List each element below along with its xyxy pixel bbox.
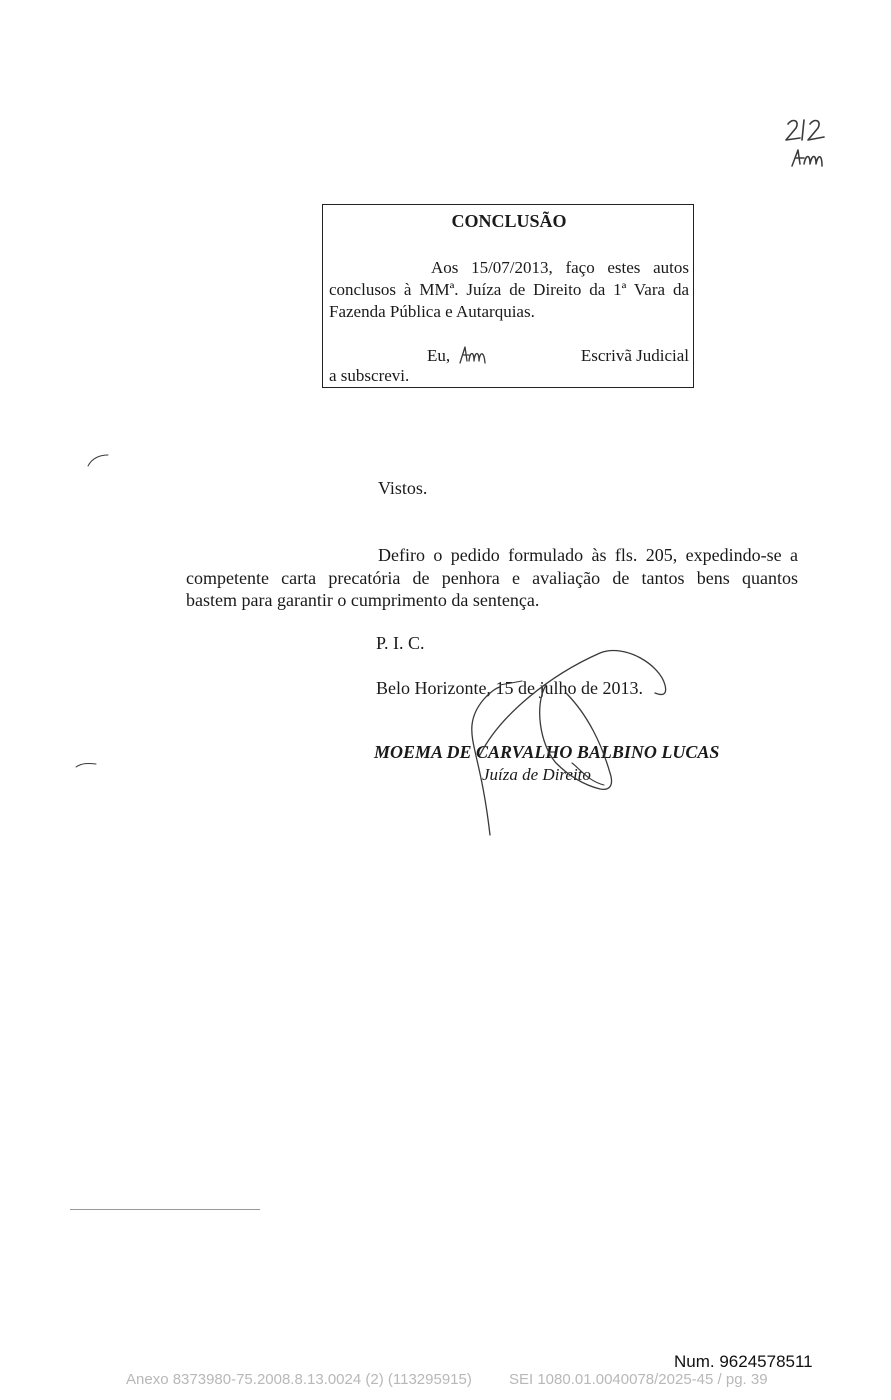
conclusao-line-1: Aos 15/07/2013, faço estes autos	[431, 258, 689, 277]
despacho-vistos: Vistos.	[378, 478, 428, 498]
conclusao-title: CONCLUSÃO	[451, 211, 567, 231]
conclusao-line-2: conclusos à MMª. Juíza de Direito da 1ª Vara da	[329, 280, 689, 299]
margin-scan-mark	[86, 452, 112, 468]
footer-sei-reference: SEI 1080.01.0040078/2025-45 / pg. 39	[509, 1371, 768, 1388]
despacho-line-2: competente carta precatória de penhora e avaliação de tantos bens quantos	[186, 568, 798, 588]
despacho-line-1: Defiro o pedido formulado às fls. 205, expedindo-se a	[378, 545, 798, 565]
handwritten-folio-mark	[770, 110, 840, 180]
footnote-separator	[70, 1209, 260, 1210]
conclusao-subscrevi: a subscrevi.	[329, 366, 410, 385]
escriva-initials-signature	[457, 343, 491, 367]
despacho-line-3: bastem para garantir o cumprimento da sentença.	[186, 590, 540, 610]
judge-handwritten-signature	[460, 645, 680, 840]
signatory-name: MOEMA DE CARVALHO BALBINO LUCAS	[374, 742, 720, 762]
conclusao-line-3: Fazenda Pública e Autarquias.	[329, 302, 535, 321]
margin-scan-mark	[74, 760, 98, 770]
footer-anexo: Anexo 8373980-75.2008.8.13.0024 (2) (113295915)	[126, 1371, 472, 1388]
despacho-pic: P. I. C.	[376, 633, 425, 653]
conclusao-box	[322, 204, 694, 388]
document-number: Num. 9624578511	[674, 1352, 813, 1371]
handwritten-folio-number	[770, 110, 840, 180]
signatory-role: Juíza de Direito	[482, 765, 591, 784]
conclusao-eu: Eu,	[427, 346, 451, 365]
despacho-local-data: Belo Horizonte, 15 de julho de 2013.	[376, 678, 643, 698]
conclusao-escriva: Escrivã Judicial	[580, 346, 689, 365]
